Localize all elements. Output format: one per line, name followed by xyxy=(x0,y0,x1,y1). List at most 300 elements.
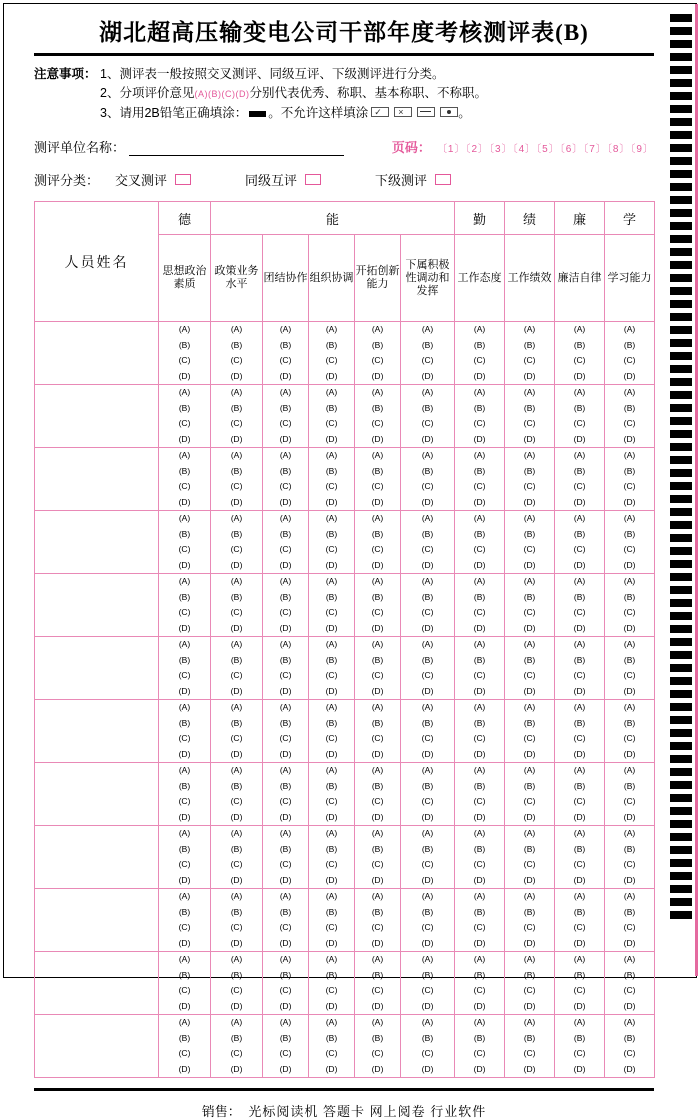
bubble-option[interactable]: (A) xyxy=(523,450,536,460)
bubble-option[interactable]: (D) xyxy=(523,1000,536,1011)
bubble-option[interactable]: (D) xyxy=(230,748,243,759)
bubble-option[interactable]: (D) xyxy=(279,622,292,633)
bubble-option[interactable]: (D) xyxy=(279,874,292,885)
bubble-option[interactable]: (C) xyxy=(279,733,292,743)
bubble-option[interactable]: (C) xyxy=(623,796,636,806)
bubble-option[interactable]: (D) xyxy=(279,685,292,696)
bubble-option[interactable]: (C) xyxy=(230,418,243,428)
bubble-group[interactable] xyxy=(605,826,655,889)
bubble-option[interactable]: (C) xyxy=(573,859,586,869)
bubble-option[interactable]: (A) xyxy=(421,954,434,964)
bubble-option[interactable]: (D) xyxy=(523,433,536,444)
bubble-option[interactable]: (A) xyxy=(325,576,338,586)
bubble-group[interactable] xyxy=(159,763,211,826)
bubble-option[interactable]: (A) xyxy=(371,954,384,964)
bubble-option[interactable]: (B) xyxy=(473,528,486,539)
bubble-option[interactable]: (A) xyxy=(523,576,536,586)
bubble-option[interactable]: (C) xyxy=(371,418,384,428)
bubble-group[interactable] xyxy=(401,637,455,700)
bubble-option[interactable]: (D) xyxy=(325,1000,338,1011)
bubble-option[interactable]: (B) xyxy=(623,402,636,413)
bubble-option[interactable]: (A) xyxy=(421,1017,434,1027)
bubble-option[interactable]: (D) xyxy=(623,874,636,885)
bubble-option[interactable]: (A) xyxy=(325,702,338,712)
bubble-group[interactable] xyxy=(401,826,455,889)
bubble-option[interactable]: (A) xyxy=(178,765,191,775)
bubble-option[interactable]: (A) xyxy=(623,765,636,775)
bubble-option[interactable]: (D) xyxy=(473,433,486,444)
bubble-group[interactable] xyxy=(455,700,505,763)
bubble-option[interactable]: (D) xyxy=(325,874,338,885)
bubble-option[interactable]: (A) xyxy=(523,891,536,901)
bubble-option[interactable]: (D) xyxy=(573,370,586,381)
bubble-group[interactable] xyxy=(505,511,555,574)
bubble-option[interactable]: (A) xyxy=(178,828,191,838)
bubble-option[interactable]: (B) xyxy=(230,969,243,980)
bubble-option[interactable]: (B) xyxy=(279,402,292,413)
bubble-option[interactable]: (D) xyxy=(279,1063,292,1074)
bubble-group[interactable] xyxy=(159,889,211,952)
bubble-group[interactable] xyxy=(211,700,263,763)
bubble-option[interactable]: (C) xyxy=(371,355,384,365)
bubble-group[interactable] xyxy=(309,763,355,826)
bubble-group[interactable] xyxy=(211,574,263,637)
bubble-option[interactable]: (D) xyxy=(421,874,434,885)
bubble-option[interactable]: (C) xyxy=(371,733,384,743)
bubble-option[interactable]: (D) xyxy=(178,811,191,822)
bubble-option[interactable]: (D) xyxy=(178,1000,191,1011)
bubble-option[interactable]: (A) xyxy=(371,765,384,775)
bubble-option[interactable]: (D) xyxy=(371,1000,384,1011)
bubble-group[interactable] xyxy=(309,1015,355,1078)
bubble-group[interactable] xyxy=(211,763,263,826)
bubble-option[interactable]: (B) xyxy=(325,465,338,476)
bubble-option[interactable]: (C) xyxy=(421,544,434,554)
bubble-option[interactable]: (C) xyxy=(178,418,191,428)
bubble-option[interactable]: (B) xyxy=(421,717,434,728)
bubble-option[interactable]: (A) xyxy=(573,828,586,838)
bubble-option[interactable]: (A) xyxy=(473,387,486,397)
unit-name-input[interactable] xyxy=(129,140,344,156)
bubble-option[interactable]: (D) xyxy=(523,1063,536,1074)
bubble-option[interactable]: (A) xyxy=(178,576,191,586)
bubble-option[interactable]: (A) xyxy=(178,387,191,397)
bubble-group[interactable] xyxy=(455,826,505,889)
bubble-group[interactable] xyxy=(401,700,455,763)
bubble-option[interactable]: (C) xyxy=(573,607,586,617)
bubble-option[interactable]: (D) xyxy=(523,748,536,759)
bubble-option[interactable]: (B) xyxy=(178,843,191,854)
bubble-group[interactable] xyxy=(455,952,505,1015)
bubble-option[interactable]: (C) xyxy=(325,796,338,806)
bubble-option[interactable]: (C) xyxy=(371,670,384,680)
bubble-option[interactable]: (B) xyxy=(371,906,384,917)
bubble-option[interactable]: (B) xyxy=(230,339,243,350)
bubble-option[interactable]: (B) xyxy=(178,339,191,350)
bubble-option[interactable]: (C) xyxy=(178,859,191,869)
bubble-option[interactable]: (C) xyxy=(473,418,486,428)
bubble-option[interactable]: (B) xyxy=(523,969,536,980)
bubble-group[interactable] xyxy=(505,700,555,763)
bubble-option[interactable]: (D) xyxy=(178,559,191,570)
bubble-group[interactable] xyxy=(309,889,355,952)
bubble-option[interactable]: (A) xyxy=(371,828,384,838)
bubble-option[interactable]: (C) xyxy=(371,607,384,617)
bubble-option[interactable]: (D) xyxy=(279,937,292,948)
bubble-group[interactable] xyxy=(309,448,355,511)
bubble-option[interactable]: (B) xyxy=(421,402,434,413)
bubble-option[interactable]: (D) xyxy=(473,811,486,822)
bubble-option[interactable]: (C) xyxy=(178,985,191,995)
bubble-option[interactable]: (D) xyxy=(421,1063,434,1074)
bubble-group[interactable] xyxy=(211,952,263,1015)
bubble-option[interactable]: (D) xyxy=(523,874,536,885)
bubble-option[interactable]: (A) xyxy=(178,702,191,712)
bubble-option[interactable]: (C) xyxy=(421,796,434,806)
bubble-option[interactable]: (C) xyxy=(279,922,292,932)
bubble-option[interactable]: (C) xyxy=(523,481,536,491)
bubble-group[interactable] xyxy=(605,763,655,826)
bubble-option[interactable]: (B) xyxy=(573,654,586,665)
bubble-option[interactable]: (B) xyxy=(279,591,292,602)
bubble-option[interactable]: (A) xyxy=(371,324,384,334)
bubble-option[interactable]: (B) xyxy=(421,969,434,980)
bubble-option[interactable]: (D) xyxy=(178,685,191,696)
bubble-option[interactable]: (B) xyxy=(523,591,536,602)
bubble-option[interactable]: (C) xyxy=(523,1048,536,1058)
bubble-group[interactable] xyxy=(455,1015,505,1078)
bubble-option[interactable]: (B) xyxy=(230,654,243,665)
bubble-option[interactable]: (C) xyxy=(473,481,486,491)
bubble-option[interactable]: (C) xyxy=(230,985,243,995)
bubble-option[interactable]: (D) xyxy=(230,1063,243,1074)
bubble-group[interactable] xyxy=(505,637,555,700)
bubble-group[interactable] xyxy=(555,511,605,574)
bubble-group[interactable] xyxy=(505,826,555,889)
bubble-option[interactable]: (D) xyxy=(573,433,586,444)
bubble-option[interactable]: (C) xyxy=(230,544,243,554)
bubble-option[interactable]: (C) xyxy=(623,733,636,743)
bubble-option[interactable]: (D) xyxy=(623,496,636,507)
bubble-option[interactable]: (A) xyxy=(523,639,536,649)
bubble-option[interactable]: (A) xyxy=(279,891,292,901)
bubble-option[interactable]: (A) xyxy=(230,387,243,397)
bubble-option[interactable]: (D) xyxy=(279,433,292,444)
bubble-option[interactable]: (B) xyxy=(623,465,636,476)
bubble-option[interactable]: (A) xyxy=(421,324,434,334)
bubble-option[interactable]: (B) xyxy=(279,465,292,476)
bubble-option[interactable]: (C) xyxy=(473,985,486,995)
bubble-option[interactable]: (D) xyxy=(573,622,586,633)
bubble-option[interactable]: (A) xyxy=(178,639,191,649)
bubble-group[interactable] xyxy=(505,763,555,826)
bubble-option[interactable]: (C) xyxy=(371,481,384,491)
bubble-option[interactable]: (C) xyxy=(523,355,536,365)
bubble-option[interactable]: (B) xyxy=(279,780,292,791)
bubble-option[interactable]: (C) xyxy=(279,418,292,428)
bubble-option[interactable]: (A) xyxy=(421,576,434,586)
bubble-group[interactable] xyxy=(309,826,355,889)
bubble-option[interactable]: (A) xyxy=(573,891,586,901)
bubble-group[interactable] xyxy=(505,322,555,385)
bubble-option[interactable]: (A) xyxy=(230,324,243,334)
bubble-group[interactable] xyxy=(555,385,605,448)
bubble-option[interactable]: (B) xyxy=(473,654,486,665)
bubble-group[interactable] xyxy=(211,322,263,385)
bubble-option[interactable]: (A) xyxy=(573,387,586,397)
bubble-option[interactable]: (C) xyxy=(421,355,434,365)
bubble-option[interactable]: (C) xyxy=(473,796,486,806)
bubble-option[interactable]: (D) xyxy=(230,874,243,885)
bubble-option[interactable]: (A) xyxy=(523,1017,536,1027)
bubble-option[interactable]: (A) xyxy=(523,954,536,964)
bubble-option[interactable]: (B) xyxy=(325,717,338,728)
bubble-option[interactable]: (B) xyxy=(230,1032,243,1043)
bubble-option[interactable]: (A) xyxy=(421,891,434,901)
bubble-option[interactable]: (B) xyxy=(623,528,636,539)
bubble-group[interactable] xyxy=(159,385,211,448)
bubble-option[interactable]: (C) xyxy=(421,607,434,617)
bubble-option[interactable]: (C) xyxy=(371,1048,384,1058)
bubble-option[interactable]: (D) xyxy=(279,811,292,822)
bubble-option[interactable]: (A) xyxy=(473,450,486,460)
bubble-option[interactable]: (B) xyxy=(573,402,586,413)
bubble-option[interactable]: (A) xyxy=(371,450,384,460)
bubble-option[interactable]: (D) xyxy=(421,622,434,633)
bubble-option[interactable]: (D) xyxy=(473,874,486,885)
bubble-option[interactable]: (B) xyxy=(623,654,636,665)
bubble-option[interactable]: (C) xyxy=(230,922,243,932)
bubble-option[interactable]: (A) xyxy=(325,954,338,964)
bubble-option[interactable]: (C) xyxy=(421,733,434,743)
bubble-option[interactable]: (B) xyxy=(573,843,586,854)
bubble-option[interactable]: (D) xyxy=(279,559,292,570)
bubble-group[interactable] xyxy=(309,637,355,700)
bubble-option[interactable]: (C) xyxy=(623,355,636,365)
bubble-option[interactable]: (B) xyxy=(523,528,536,539)
bubble-option[interactable]: (A) xyxy=(623,702,636,712)
bubble-group[interactable] xyxy=(159,700,211,763)
bubble-option[interactable]: (B) xyxy=(230,528,243,539)
bubble-option[interactable]: (C) xyxy=(178,355,191,365)
bubble-option[interactable]: (C) xyxy=(279,859,292,869)
bubble-option[interactable]: (D) xyxy=(371,433,384,444)
bubble-option[interactable]: (C) xyxy=(230,481,243,491)
bubble-option[interactable]: (A) xyxy=(473,513,486,523)
bubble-option[interactable]: (C) xyxy=(371,985,384,995)
bubble-option[interactable]: (D) xyxy=(325,748,338,759)
bubble-option[interactable]: (B) xyxy=(178,654,191,665)
bubble-option[interactable]: (A) xyxy=(371,576,384,586)
bubble-option[interactable]: (D) xyxy=(325,559,338,570)
bubble-option[interactable]: (C) xyxy=(371,544,384,554)
bubble-option[interactable]: (C) xyxy=(178,607,191,617)
bubble-group[interactable] xyxy=(401,448,455,511)
bubble-option[interactable]: (D) xyxy=(178,1063,191,1074)
bubble-option[interactable]: (D) xyxy=(473,559,486,570)
bubble-option[interactable]: (D) xyxy=(523,622,536,633)
bubble-group[interactable] xyxy=(159,952,211,1015)
bubble-option[interactable]: (A) xyxy=(279,639,292,649)
bubble-option[interactable]: (C) xyxy=(279,355,292,365)
bubble-option[interactable]: (C) xyxy=(573,1048,586,1058)
bubble-group[interactable] xyxy=(355,1015,401,1078)
bubble-option[interactable]: (B) xyxy=(573,780,586,791)
bubble-option[interactable]: (D) xyxy=(178,370,191,381)
bubble-group[interactable] xyxy=(455,889,505,952)
bubble-option[interactable]: (B) xyxy=(279,717,292,728)
bubble-option[interactable]: (D) xyxy=(523,559,536,570)
bubble-group[interactable] xyxy=(605,574,655,637)
bubble-option[interactable]: (B) xyxy=(230,591,243,602)
bubble-option[interactable]: (B) xyxy=(371,402,384,413)
bubble-option[interactable]: (B) xyxy=(473,591,486,602)
bubble-group[interactable] xyxy=(263,952,309,1015)
bubble-option[interactable]: (D) xyxy=(623,622,636,633)
bubble-option[interactable]: (D) xyxy=(178,496,191,507)
bubble-option[interactable]: (D) xyxy=(325,370,338,381)
bubble-option[interactable]: (D) xyxy=(371,748,384,759)
bubble-option[interactable]: (D) xyxy=(573,811,586,822)
bubble-option[interactable]: (D) xyxy=(421,748,434,759)
bubble-option[interactable]: (C) xyxy=(523,418,536,428)
bubble-option[interactable]: (A) xyxy=(573,954,586,964)
bubble-option[interactable]: (C) xyxy=(371,796,384,806)
bubble-option[interactable]: (D) xyxy=(523,685,536,696)
person-name-cell[interactable] xyxy=(35,763,159,826)
bubble-option[interactable]: (D) xyxy=(421,433,434,444)
bubble-group[interactable] xyxy=(355,826,401,889)
bubble-option[interactable]: (B) xyxy=(523,465,536,476)
bubble-group[interactable] xyxy=(455,385,505,448)
bubble-option[interactable]: (A) xyxy=(473,891,486,901)
bubble-option[interactable]: (D) xyxy=(623,370,636,381)
bubble-option[interactable]: (D) xyxy=(371,685,384,696)
classification-checkbox-peer[interactable] xyxy=(305,174,321,185)
bubble-option[interactable]: (C) xyxy=(325,985,338,995)
bubble-option[interactable]: (B) xyxy=(230,780,243,791)
bubble-option[interactable]: (D) xyxy=(371,811,384,822)
bubble-option[interactable]: (A) xyxy=(371,639,384,649)
bubble-option[interactable]: (A) xyxy=(371,1017,384,1027)
bubble-option[interactable]: (D) xyxy=(371,622,384,633)
bubble-option[interactable]: (C) xyxy=(523,607,536,617)
bubble-option[interactable]: (D) xyxy=(573,559,586,570)
bubble-option[interactable]: (C) xyxy=(279,544,292,554)
bubble-option[interactable]: (B) xyxy=(178,402,191,413)
bubble-option[interactable]: (B) xyxy=(178,780,191,791)
bubble-option[interactable]: (A) xyxy=(473,576,486,586)
bubble-option[interactable]: (A) xyxy=(573,1017,586,1027)
bubble-option[interactable]: (B) xyxy=(279,339,292,350)
bubble-option[interactable]: (A) xyxy=(178,1017,191,1027)
bubble-group[interactable] xyxy=(555,322,605,385)
bubble-option[interactable]: (B) xyxy=(325,969,338,980)
bubble-option[interactable]: (B) xyxy=(623,339,636,350)
bubble-option[interactable]: (D) xyxy=(230,937,243,948)
bubble-group[interactable] xyxy=(455,763,505,826)
bubble-option[interactable]: (A) xyxy=(623,891,636,901)
bubble-option[interactable]: (D) xyxy=(325,433,338,444)
bubble-option[interactable]: (B) xyxy=(279,528,292,539)
bubble-option[interactable]: (C) xyxy=(573,733,586,743)
bubble-option[interactable]: (B) xyxy=(230,906,243,917)
bubble-option[interactable]: (A) xyxy=(178,954,191,964)
bubble-group[interactable] xyxy=(605,889,655,952)
bubble-option[interactable]: (B) xyxy=(473,465,486,476)
bubble-option[interactable]: (B) xyxy=(623,1032,636,1043)
bubble-option[interactable]: (C) xyxy=(178,544,191,554)
bubble-option[interactable]: (C) xyxy=(523,544,536,554)
bubble-option[interactable]: (C) xyxy=(325,607,338,617)
bubble-option[interactable]: (B) xyxy=(178,717,191,728)
bubble-option[interactable]: (B) xyxy=(573,1032,586,1043)
bubble-option[interactable]: (B) xyxy=(230,465,243,476)
bubble-option[interactable]: (A) xyxy=(325,891,338,901)
bubble-group[interactable] xyxy=(555,448,605,511)
bubble-option[interactable]: (A) xyxy=(279,1017,292,1027)
bubble-option[interactable]: (C) xyxy=(279,796,292,806)
person-name-cell[interactable] xyxy=(35,637,159,700)
bubble-group[interactable] xyxy=(263,889,309,952)
bubble-option[interactable]: (B) xyxy=(421,780,434,791)
bubble-option[interactable]: (D) xyxy=(371,874,384,885)
bubble-option[interactable]: (B) xyxy=(279,906,292,917)
bubble-option[interactable]: (D) xyxy=(573,1063,586,1074)
bubble-option[interactable]: (B) xyxy=(325,654,338,665)
bubble-option[interactable]: (B) xyxy=(421,906,434,917)
bubble-option[interactable]: (D) xyxy=(421,811,434,822)
bubble-option[interactable]: (C) xyxy=(279,1048,292,1058)
bubble-option[interactable]: (B) xyxy=(623,780,636,791)
bubble-option[interactable]: (B) xyxy=(325,528,338,539)
bubble-option[interactable]: (D) xyxy=(178,622,191,633)
bubble-option[interactable]: (A) xyxy=(230,702,243,712)
bubble-option[interactable]: (B) xyxy=(371,843,384,854)
bubble-option[interactable]: (C) xyxy=(623,1048,636,1058)
bubble-option[interactable]: (C) xyxy=(178,1048,191,1058)
bubble-group[interactable] xyxy=(455,574,505,637)
bubble-group[interactable] xyxy=(555,1015,605,1078)
bubble-option[interactable]: (B) xyxy=(573,528,586,539)
bubble-option[interactable]: (A) xyxy=(573,513,586,523)
bubble-option[interactable]: (C) xyxy=(623,922,636,932)
bubble-option[interactable]: (A) xyxy=(623,1017,636,1027)
bubble-option[interactable]: (D) xyxy=(371,559,384,570)
bubble-group[interactable] xyxy=(263,1015,309,1078)
bubble-option[interactable]: (B) xyxy=(371,591,384,602)
bubble-group[interactable] xyxy=(555,889,605,952)
bubble-option[interactable]: (C) xyxy=(325,670,338,680)
bubble-option[interactable]: (A) xyxy=(473,639,486,649)
bubble-option[interactable]: (A) xyxy=(623,513,636,523)
bubble-group[interactable] xyxy=(355,511,401,574)
bubble-option[interactable]: (A) xyxy=(573,576,586,586)
bubble-option[interactable]: (D) xyxy=(573,685,586,696)
bubble-option[interactable]: (D) xyxy=(623,937,636,948)
bubble-option[interactable]: (C) xyxy=(623,481,636,491)
bubble-option[interactable]: (A) xyxy=(623,639,636,649)
bubble-option[interactable]: (B) xyxy=(473,339,486,350)
bubble-option[interactable]: (D) xyxy=(279,370,292,381)
bubble-option[interactable]: (A) xyxy=(523,324,536,334)
bubble-group[interactable] xyxy=(355,637,401,700)
bubble-option[interactable]: (C) xyxy=(523,859,536,869)
bubble-group[interactable] xyxy=(401,889,455,952)
bubble-group[interactable] xyxy=(263,511,309,574)
bubble-option[interactable]: (D) xyxy=(230,811,243,822)
bubble-option[interactable]: (C) xyxy=(178,733,191,743)
